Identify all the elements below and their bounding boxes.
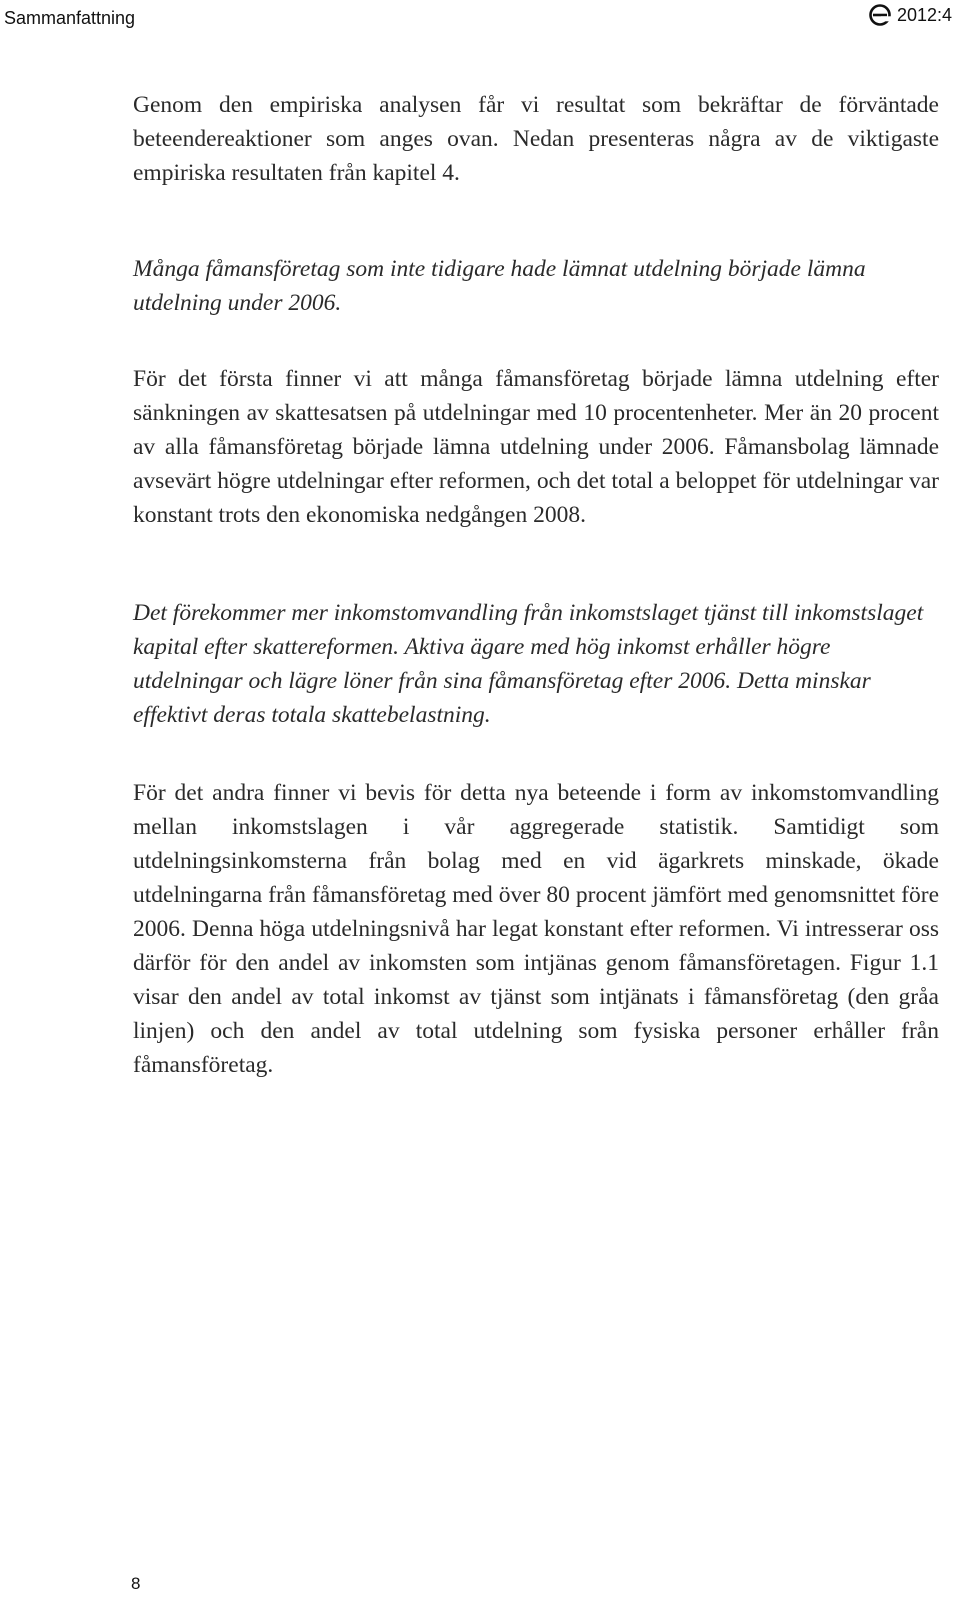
esv-logo-icon xyxy=(869,4,891,26)
section-title: Sammanfattning xyxy=(4,8,136,28)
main-content xyxy=(133,88,939,1082)
page-number: 8 xyxy=(131,1574,141,1593)
issue-number: 2012:4 xyxy=(896,4,952,25)
finding-heading-1: Många fåmansföretag som inte tidigare hade lämnat utdelning började lämna utdelning under 2006. xyxy=(133,256,866,316)
finding-heading-2: Det förekommer mer inkomstomvandling från inkomstslaget tjänst till inkomstslaget kapital efter skattereformen. Aktiva ägare med hög inkomst erhåller högre utdelningar och lägre löner från sina fåmansföretag efter 2006. Detta minskar effektivt deras totala skattebelastning. xyxy=(133,600,924,728)
header-right xyxy=(869,4,952,26)
page-header xyxy=(0,0,960,40)
finding-paragraph-1: För det första finner vi att många fåmansföretag började lämna utdelning efter sänkningen av skattesatsen på utdelningar med 10 procentenheter. Mer än 20 procent av alla fåmansföretag började lämna utdelning under 2006. Fåmansbolag lämnade avsevärt högre utdelningar efter reformen, och det total a beloppet för utdelningar var konstant trots den ekonomiska nedgången 2008. xyxy=(133,366,939,528)
finding-paragraph-2: För det andra finner vi bevis för detta nya beteende i form av inkomstomvandling mellan inkomstslagen i vår aggregerade statistik. Samtidigt som utdelningsinkomsterna från bolag med en vid ägarkrets minskade, ökade utdelningarna från fåmansföretag med över 80 procent jämfört med genomsnittet före 2006. Denna höga utdelningsnivå har legat konstant efter reformen. Vi intresserar oss därför för den andel av inkomsten som intjänas genom fåmansföretagen. Figur 1.1 visar den andel av total inkomst av tjänst som intjänats i fåmansföretag (den gråa linjen) och den andel av total utdelning som fysiska personer erhåller från fåmansföretag. xyxy=(133,780,939,1078)
intro-paragraph: Genom den empiriska analysen får vi resultat som bekräftar de förväntade beteendereaktioner som anges ovan. Nedan presenteras några av de viktigaste empiriska resultaten från kapitel 4. xyxy=(133,92,939,186)
